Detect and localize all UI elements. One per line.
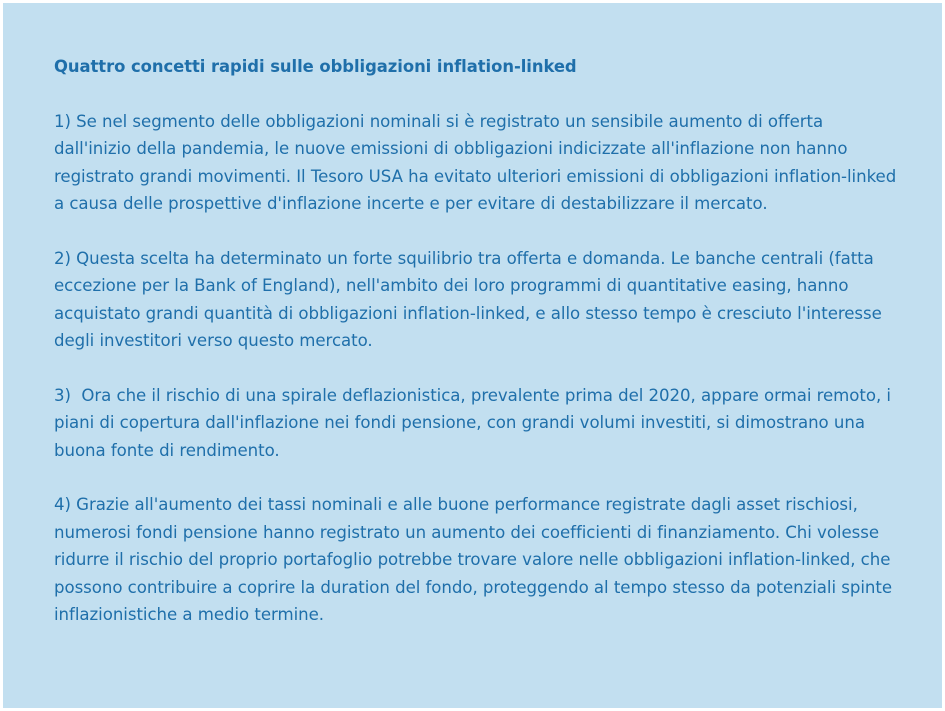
info-box — [3, 3, 942, 708]
paragraph-4: 4) Grazie all'aumento dei tassi nominali e alle buone performance registrate dagli asset rischiosi, numerosi fondi pensione hanno registrato un aumento dei coefficienti di finanziamento. Chi volesse ridurre il rischio del proprio portafoglio potrebbe trovare valore nelle obbligazioni inflation-linked, che possono contribuire a coprire la duration del fondo, proteggendo al tempo stesso da potenziali spinte inflazionistiche a medio termine. — [54, 495, 898, 625]
box-title: Quattro concetti rapidi sulle obbligazioni inflation-linked — [54, 57, 577, 76]
paragraph-2: 2) Questa scelta ha determinato un forte squilibrio tra offerta e domanda. Le banche centrali (fatta eccezione per la Bank of England), nell'ambito dei loro programmi di quantitative easing, hanno acquistato grandi quantità di obbligazioni inflation-linked, e allo stesso tempo è cresciuto l'interesse degli investitori verso questo mercato. — [54, 248, 888, 351]
paragraph-3: 3) Ora che il rischio di una spirale deflazionistica, prevalente prima del 2020, appare ormai remoto, i piani di copertura dall'inflazione nei fondi pensione, con grandi volumi investiti, si dimostrano una buona fonte di rendimento. — [54, 385, 897, 460]
paragraph-1: 1) Se nel segmento delle obbligazioni nominali si è registrato un sensibile aumento di offerta dall'inizio della pandemia, le nuove emissioni di obbligazioni indicizzate all'inflazione non hanno registrato grandi movimenti. Il Tesoro USA ha evitato ulteriori emissioni di obbligazioni inflation-linked a causa delle prospettive d'inflazione incerte e per evitare di destabilizzare il mercato. — [54, 111, 902, 214]
